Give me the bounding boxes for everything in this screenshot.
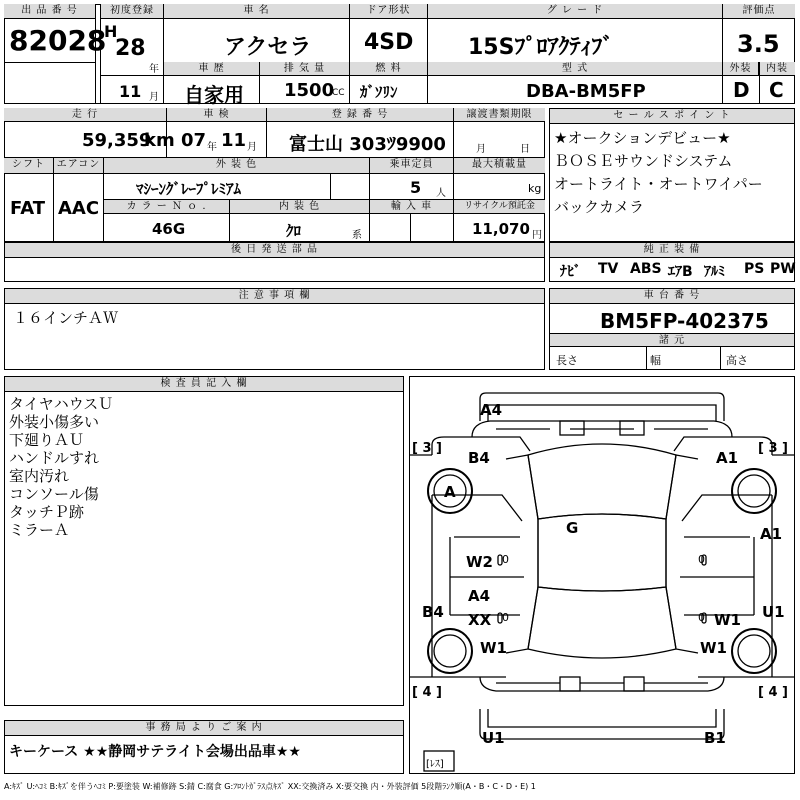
lot-cell xyxy=(4,4,107,104)
car-name-cell xyxy=(164,4,350,62)
equipment-item: PW xyxy=(770,261,796,277)
transfer-label: 譲渡書類期限 xyxy=(454,108,545,122)
zero-mark: 0 xyxy=(502,611,509,624)
equipment-item: PS xyxy=(744,261,765,277)
inspector-line: タイヤハウスＵ xyxy=(9,395,114,413)
grade-label: グ レ ー ド xyxy=(428,4,722,19)
displacement-value: 1500 xyxy=(284,80,335,101)
sales-point-line: ＢＯＳＥサウンドシステム xyxy=(554,152,733,170)
spare-tire-label: [ﾚｽ] xyxy=(426,759,444,770)
model-value: DBA-BM5FP xyxy=(526,81,646,102)
fuel-label: 燃 料 xyxy=(350,62,427,76)
office-box xyxy=(4,720,404,774)
int-color-value: ｸﾛ xyxy=(286,222,302,240)
tire-rear-left: [ 4 ] xyxy=(412,685,442,700)
chassis-value: BM5FP-402375 xyxy=(600,309,769,333)
first-reg-month: 11 xyxy=(119,82,142,101)
score-value: 3.5 xyxy=(737,30,780,58)
inspection-year-unit: 年 xyxy=(207,142,217,153)
max-load-label: 最大積載量 xyxy=(454,158,545,174)
aircon-cell xyxy=(54,158,104,242)
mark-b1-bot: B1 xyxy=(704,729,726,747)
first-reg-era: H xyxy=(104,22,118,41)
capacity-cell xyxy=(370,158,454,200)
fuel-cell xyxy=(350,62,428,104)
car-outline xyxy=(410,377,794,773)
capacity-unit: 人 xyxy=(436,188,446,199)
caution-box xyxy=(4,288,545,370)
dims-width: 幅 xyxy=(650,354,661,367)
score-cell xyxy=(723,4,795,104)
inspector-line: コンソール傷 xyxy=(9,485,99,503)
dims-length: 長さ xyxy=(556,354,578,367)
equipment-item: ﾅﾋﾞ xyxy=(560,264,581,280)
grade-value: 15Sﾌﾟﾛｱｸﾃｨﾌﾞ xyxy=(468,35,614,60)
lot-label: 出 品 番 号 xyxy=(4,4,95,19)
chassis-box xyxy=(549,288,795,370)
mark-w1-left: W1 xyxy=(480,639,507,657)
later-parts-label: 後 日 発 送 部 品 xyxy=(5,243,544,258)
zero-mark: 0 xyxy=(698,553,705,566)
mark-a4-top: A4 xyxy=(480,401,503,419)
sales-point-line: ★オークションデビュー★ xyxy=(554,129,731,147)
equipment-item: TV xyxy=(598,261,619,277)
recycle-label: リサイクル預託金 xyxy=(454,200,545,214)
inspection-cell xyxy=(167,108,267,158)
ext-color-value: ﾏｼｰﾝｸﾞﾚｰﾌﾟﾚﾐｱﾑ xyxy=(136,180,242,198)
dims-height: 高さ xyxy=(726,354,748,367)
transfer-month-unit: 月 xyxy=(476,144,486,155)
transfer-cell xyxy=(454,108,545,158)
mark-w1-right: W1 xyxy=(700,639,727,657)
inspector-line: タッチＰ跡 xyxy=(9,503,85,521)
shift-cell xyxy=(4,158,54,242)
office-value: キーケース ★★静岡サテライト会場出品車★★ xyxy=(9,744,301,760)
inspector-line: 室内汚れ xyxy=(9,467,70,485)
shift-value: FAT xyxy=(10,198,46,219)
transfer-day-unit: 日 xyxy=(520,144,530,155)
car-diagram xyxy=(409,376,795,774)
first-reg-month-unit: 月 xyxy=(149,92,159,103)
door-cell xyxy=(350,4,428,62)
equipment-item: ABS xyxy=(630,261,662,277)
history-cell xyxy=(164,62,260,107)
caution-value: １６インチＡＷ xyxy=(13,309,119,327)
mark-a1-right: A1 xyxy=(760,525,783,543)
shift-label: シフト xyxy=(4,158,53,174)
fuel-value: ｶﾞｿﾘﾝ xyxy=(360,83,398,101)
caution-label: 注 意 事 項 欄 xyxy=(5,289,544,304)
color-no-value: 46G xyxy=(152,220,186,238)
ext-color-label: 外 装 色 xyxy=(104,158,369,174)
equipment-box xyxy=(549,242,795,282)
int-color-cell xyxy=(230,200,370,242)
mark-b4-left: B4 xyxy=(422,603,444,621)
color-no-cell xyxy=(104,200,230,242)
mark-w2: W2 xyxy=(466,553,493,571)
mileage-label: 走 行 xyxy=(4,108,166,122)
int-color-label: 内 装 色 xyxy=(230,200,369,214)
capacity-label: 乗車定員 xyxy=(370,158,453,174)
lot-number: 82028 xyxy=(9,24,107,57)
recycle-value: 11,070 xyxy=(472,220,530,238)
equipment-label: 純 正 装 備 xyxy=(550,243,794,258)
later-parts-box xyxy=(4,242,545,282)
displacement-cell xyxy=(260,62,350,104)
model-label: 型 式 xyxy=(428,62,722,76)
tire-front-right: [ 3 ] xyxy=(758,441,788,456)
score-label: 評価点 xyxy=(723,4,795,19)
mark-u1-bot: U1 xyxy=(482,729,505,747)
door-value: 4SD xyxy=(364,30,414,55)
mark-a-left: A xyxy=(444,483,456,501)
registration-cell xyxy=(267,108,454,158)
mark-a1-top: A1 xyxy=(716,449,739,467)
history-label: 車 歴 xyxy=(164,62,259,76)
sales-points-box xyxy=(549,108,795,242)
inspection-year: 07 xyxy=(181,130,207,151)
inspection-month-unit: 月 xyxy=(247,142,257,153)
chassis-label: 車 台 番 号 xyxy=(550,289,794,304)
first-reg-year: 28 xyxy=(115,36,146,61)
office-label: 事 務 局 よ り ご 案 内 xyxy=(5,721,403,736)
mark-u1-right: U1 xyxy=(762,603,785,621)
int-score-value: C xyxy=(769,78,784,102)
inspector-line: 下廻りＡＵ xyxy=(9,431,85,449)
int-score-label: 内装 xyxy=(759,62,795,76)
max-load-unit: kg xyxy=(528,182,542,195)
sales-point-line: バックカメラ xyxy=(554,198,645,216)
inspector-line: 外装小傷多い xyxy=(9,413,100,431)
inspector-line: ミラーＡ xyxy=(9,521,70,539)
int-color-unit: 系 xyxy=(352,230,362,241)
displacement-unit: CC xyxy=(332,88,345,98)
first-reg-year-unit: 年 xyxy=(149,64,159,75)
first-reg-cell xyxy=(100,4,164,104)
equipment-item: ｱﾙﾐ xyxy=(704,264,725,280)
history-value: 自家用 xyxy=(184,83,244,107)
inspector-box xyxy=(4,376,404,706)
sales-points-label: セ ー ル ス ポ イ ン ト xyxy=(550,109,794,124)
model-cell xyxy=(428,62,723,104)
color-no-label: カ ラ ー Ｎ ｏ . xyxy=(104,200,229,214)
door-label: ドア形状 xyxy=(350,4,427,19)
max-load-cell xyxy=(454,158,545,200)
ext-color-cell xyxy=(104,158,370,200)
mark-w1-mid: W1 xyxy=(714,611,741,629)
dims-label: 諸 元 xyxy=(550,333,794,347)
car-name-value: アクセラ xyxy=(224,35,312,60)
displacement-label: 排 気 量 xyxy=(260,62,349,76)
ext-score-value: D xyxy=(733,78,750,102)
import-label: 輸 入 車 xyxy=(370,200,453,214)
equipment-item: ｴｱB xyxy=(668,264,693,280)
inspector-line: ハンドルすれ xyxy=(9,449,100,467)
registration-label: 登 録 番 号 xyxy=(267,108,453,122)
tire-front-left: [ 3 ] xyxy=(412,441,442,456)
sales-point-line: オートライト・オートワイパー xyxy=(554,175,763,193)
capacity-value: 5 xyxy=(410,178,422,197)
ext-score-label: 外装 xyxy=(723,62,759,76)
import-cell xyxy=(370,200,454,242)
mark-a4-mid: A4 xyxy=(468,587,491,605)
mark-b4-top: B4 xyxy=(468,449,490,467)
registration-value: 富士山 303ﾂ9900 xyxy=(289,134,446,155)
grade-cell xyxy=(428,4,723,62)
zero-mark: 0 xyxy=(502,553,509,566)
mileage-cell xyxy=(4,108,175,158)
car-name-label: 車 名 xyxy=(164,4,349,19)
recycle-unit: 円 xyxy=(532,230,542,241)
mileage-unit: km xyxy=(144,130,175,151)
tire-rear-right: [ 4 ] xyxy=(758,685,788,700)
legend: A:ｷｽﾞ U:ﾍｺﾐ B:ｷｽﾞを伴うﾍｺﾐ P:要塗装 W:補修跡 S:錆 C:腐食 G:ﾌﾛﾝﾄｶﾞﾗｽ点ｷｽﾞ XX:交換済み X:要交換 内・外装評価 5段階ﾗﾝｸ順(A・B・C・D・E) 1 xyxy=(4,782,536,791)
zero-mark: 0 xyxy=(698,611,705,624)
mileage-value: 59,359 xyxy=(82,130,152,151)
inspection-month: 11 xyxy=(221,130,247,151)
first-reg-label: 初度登録 xyxy=(101,4,163,19)
recycle-cell xyxy=(454,200,545,242)
aircon-label: エアコン xyxy=(54,158,103,174)
aircon-value: AAC xyxy=(58,198,100,219)
inspector-label: 検 査 員 記 入 欄 xyxy=(5,377,403,392)
mark-xx: XX xyxy=(468,611,492,629)
inspection-label: 車 検 xyxy=(167,108,266,122)
mark-g: G xyxy=(566,519,579,537)
